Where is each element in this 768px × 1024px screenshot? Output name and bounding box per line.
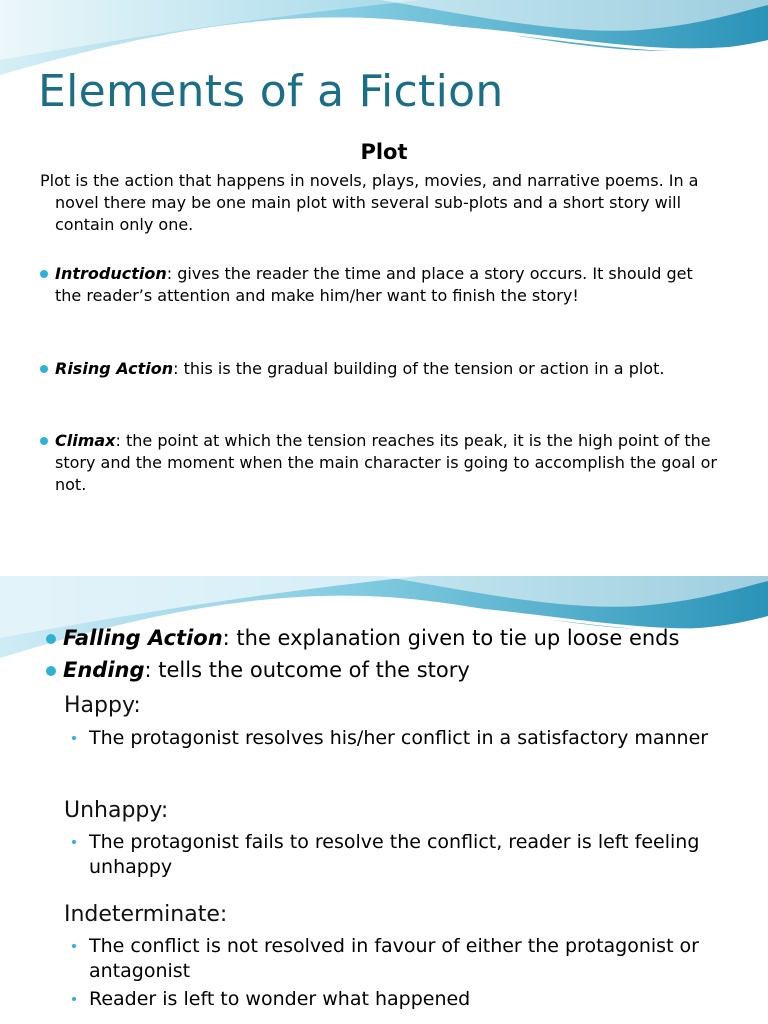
list-item-text: The protagonist resolves his/her conflict in a satisfactory manner [89, 727, 709, 749]
term-description: : gives the reader the time and place a story occurs. It should get the reader’s attention and make him/her want to finish the story! [55, 264, 693, 305]
list-item-text: Reader is left to wonder what happened [89, 988, 471, 1010]
bullet-falling-action [46, 625, 746, 651]
term-description: : the point at which the tension reaches its peak, it is the high point of the story and the moment when the main character is going to accomplish the goal or not. [55, 431, 717, 494]
bullet-icon [40, 437, 48, 445]
category-indeterminate: Indeterminate: [64, 902, 228, 927]
term-description: : this is the gradual building of the tension or action in a plot. [173, 359, 665, 378]
sub-bullet-icon [72, 997, 76, 1001]
list-item-text: The protagonist fails to resolve the conflict, reader is left feeling unhappy [89, 831, 700, 878]
term-label: Introduction [55, 264, 167, 283]
category-unhappy: Unhappy: [64, 798, 169, 823]
sub-bullet-icon [72, 840, 76, 844]
bullet-icon [46, 634, 56, 644]
bullet-icon [46, 666, 56, 676]
bullet-icon [40, 270, 48, 278]
bullet-icon [40, 365, 48, 373]
bullet-ending [46, 657, 746, 683]
list-item-text: The conflict is not resolved in favour of either the protagonist or antagonist [89, 935, 699, 982]
list-item [72, 934, 712, 984]
header-wave-decoration [0, 576, 768, 666]
term-label: Ending [63, 658, 145, 682]
term-description: : the explanation given to tie up loose ends [222, 626, 680, 650]
section-heading: Plot [360, 140, 408, 164]
term-label: Climax [55, 431, 116, 450]
slide-title: Elements of a Fiction [38, 66, 504, 117]
intro-paragraph: Plot is the action that happens in novels, plays, movies, and narrative poems. In a novel there may be one main plot with several sub-plots and a short story will contain only one. [40, 171, 699, 234]
bullet-introduction [40, 263, 720, 307]
list-item [72, 726, 712, 751]
term-label: Falling Action [63, 626, 223, 650]
term-label: Rising Action [55, 359, 174, 378]
term-description: : tells the outcome of the story [144, 658, 470, 682]
category-happy: Happy: [64, 693, 141, 718]
list-item [72, 987, 712, 1012]
bullet-rising-action [40, 358, 720, 380]
list-item [72, 830, 712, 880]
sub-bullet-icon [72, 944, 76, 948]
bullet-climax [40, 430, 720, 496]
sub-bullet-icon [72, 736, 76, 740]
